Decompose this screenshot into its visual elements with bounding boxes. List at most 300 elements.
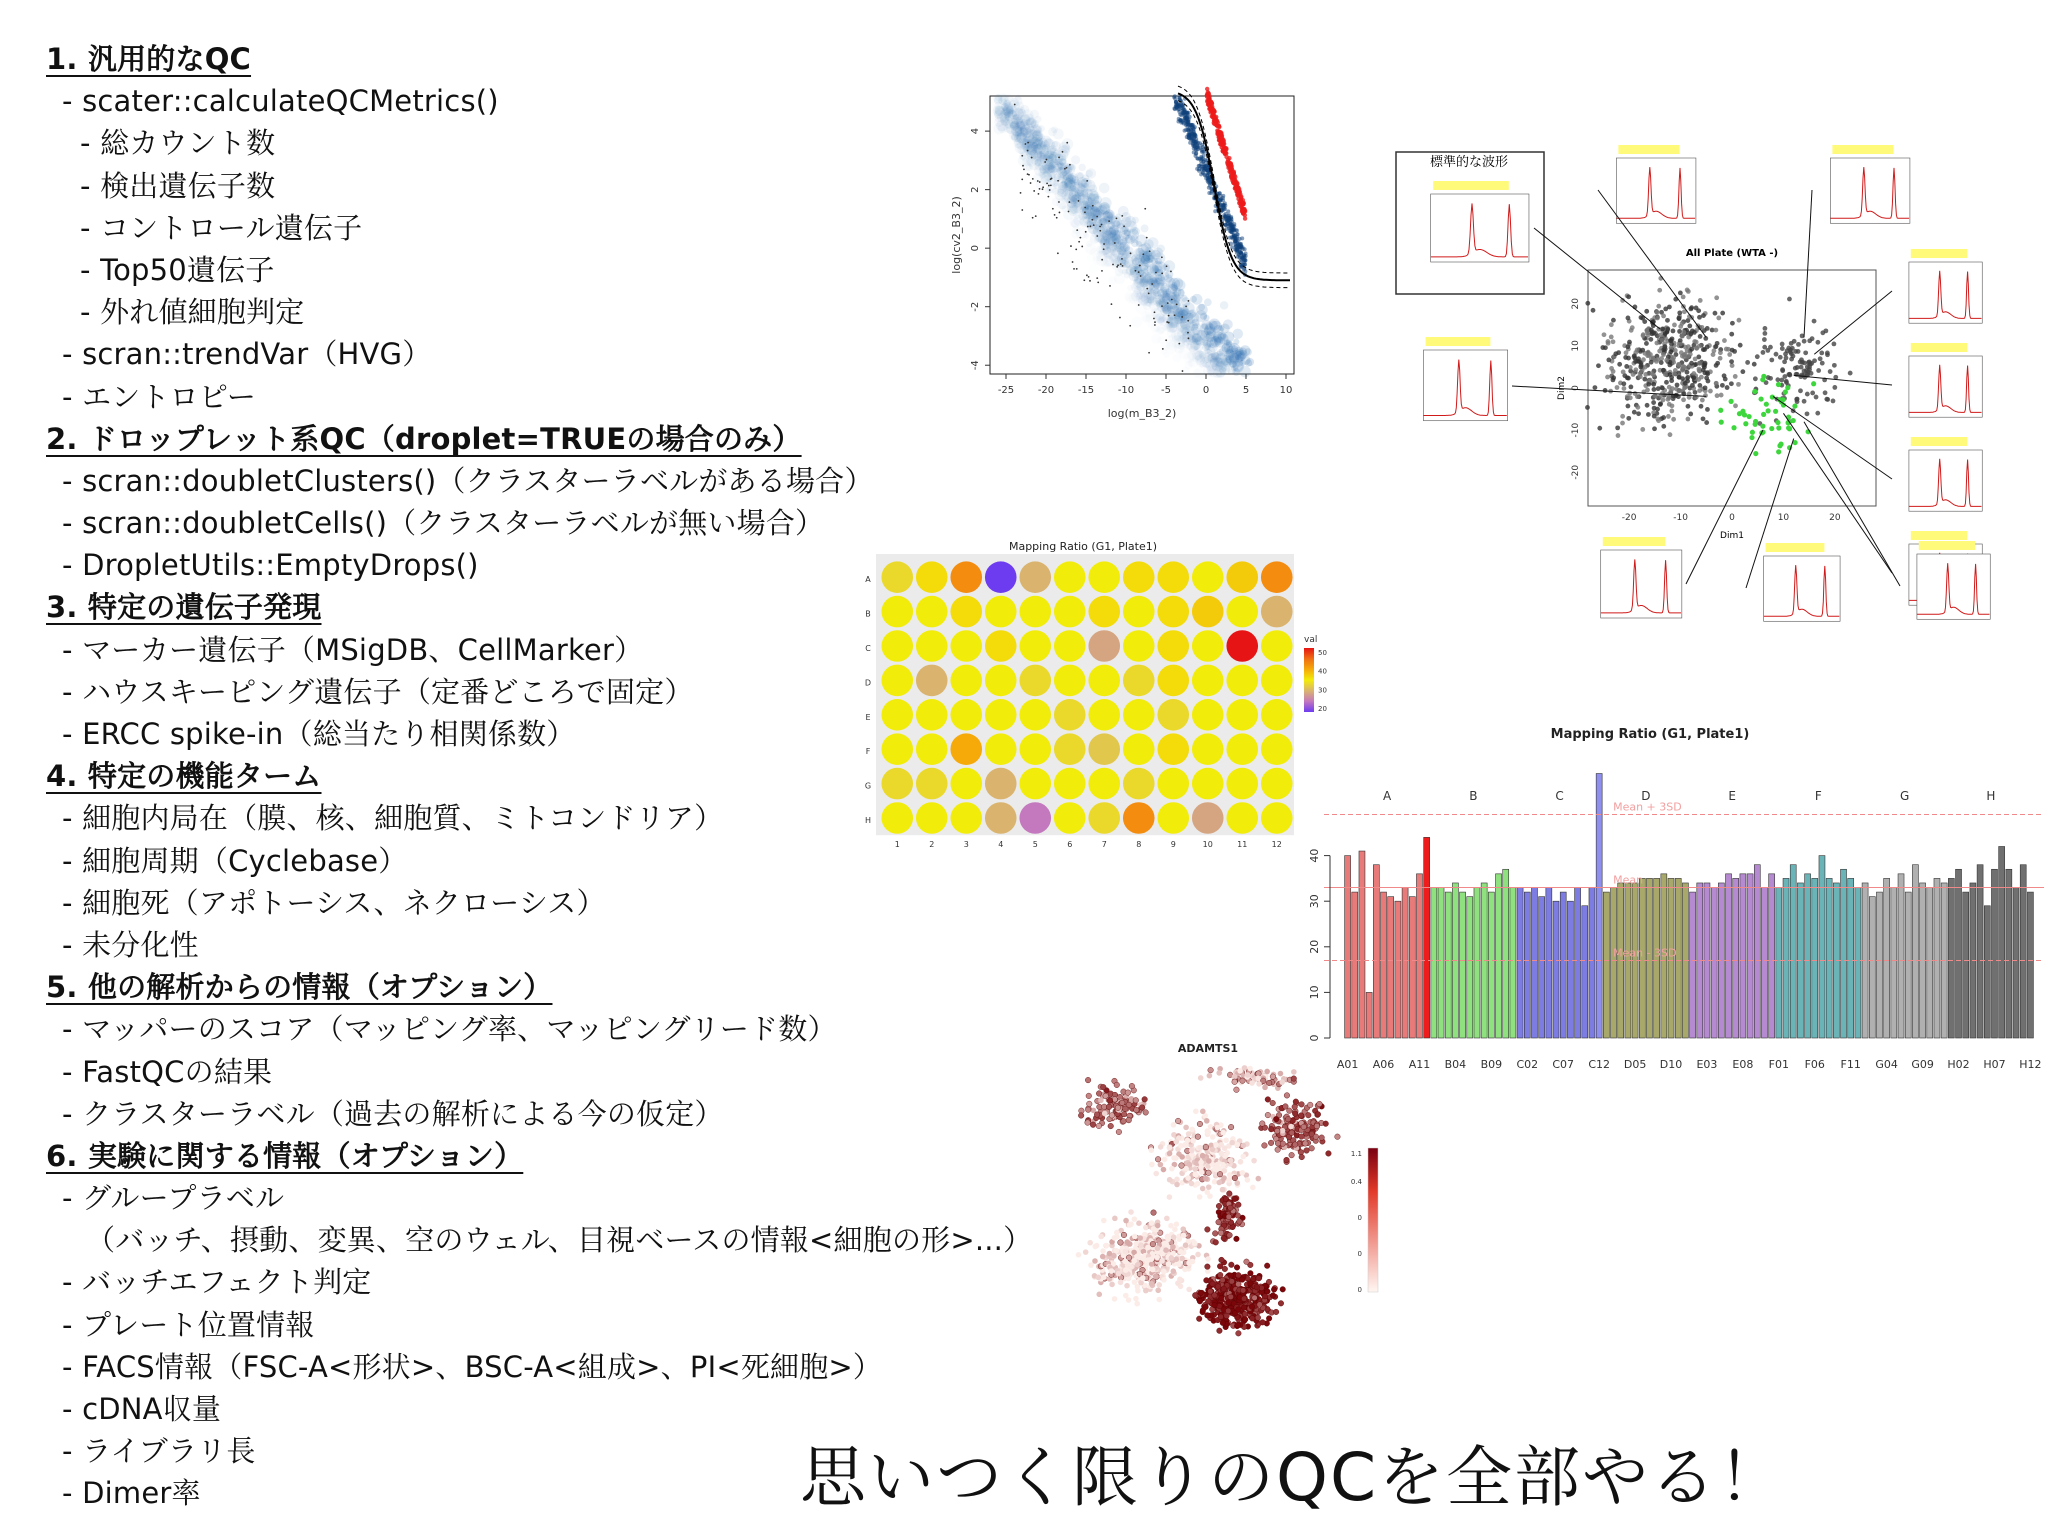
- sparse-point: [1155, 272, 1157, 274]
- sparse-point: [1181, 316, 1183, 318]
- cell-point: [1298, 1113, 1304, 1119]
- cell-point: [1195, 1134, 1201, 1140]
- plate-well: [950, 665, 982, 697]
- plate-col-label: 5: [1032, 840, 1038, 850]
- cell-point: [1198, 1075, 1204, 1081]
- cell-point: [1094, 1243, 1100, 1249]
- tsne-point: [1669, 349, 1674, 354]
- tsne-point: [1585, 301, 1590, 306]
- tsne-point: [1644, 309, 1649, 314]
- cell-point: [1158, 1144, 1164, 1150]
- cell-point: [1256, 1081, 1262, 1087]
- cell-point: [1193, 1172, 1199, 1178]
- tsne-point: [1798, 388, 1803, 393]
- plate-well: [1192, 665, 1224, 697]
- inset-title-bar: [1911, 343, 1967, 352]
- cell-point: [1228, 1158, 1234, 1164]
- cell-point: [1149, 1162, 1155, 1168]
- cell-point: [1161, 1269, 1167, 1275]
- cell-point: [1198, 1290, 1204, 1296]
- cell-point: [1222, 1266, 1228, 1272]
- well-bar: [1876, 892, 1882, 1038]
- tsne-point: [1679, 350, 1684, 355]
- sparse-point: [1047, 196, 1049, 198]
- sparse-point: [1093, 224, 1095, 226]
- y-tick-label: 20: [1308, 939, 1321, 954]
- tsne-point: [1615, 425, 1620, 430]
- band-point: [1193, 133, 1197, 137]
- density-point: [1144, 247, 1154, 257]
- cell-point: [1213, 1142, 1219, 1148]
- plate-col-label: 4: [998, 840, 1004, 850]
- tsne-point: [1652, 387, 1657, 392]
- footer-slogan: 思いつく限りのQCを全部やる！: [800, 1439, 1787, 1516]
- sparse-point: [1187, 320, 1189, 322]
- section-heading: 2. ドロップレット系QC（droplet=TRUEの場合のみ）: [46, 421, 802, 456]
- tsne-point: [1633, 367, 1638, 372]
- tsne-point: [1789, 341, 1794, 346]
- density-point: [1085, 243, 1096, 254]
- cell-point: [1085, 1077, 1091, 1083]
- sparse-point: [1068, 201, 1070, 203]
- plate-well: [1019, 802, 1051, 834]
- sparse-point: [1168, 322, 1170, 324]
- tsne-point: [1699, 404, 1704, 409]
- cell-point: [1226, 1300, 1232, 1306]
- tsne-point: [1722, 338, 1727, 343]
- cell-point: [1163, 1247, 1169, 1253]
- reference-line-label: Mean: [1613, 873, 1644, 887]
- density-point: [1071, 230, 1080, 239]
- cell-point: [1219, 1295, 1225, 1301]
- density-point: [1172, 305, 1179, 312]
- cell-point: [1125, 1090, 1131, 1096]
- tsne-point: [1697, 344, 1702, 349]
- tsne-point: [1832, 341, 1837, 346]
- plate-well: [1088, 561, 1120, 593]
- cell-point: [1245, 1072, 1251, 1078]
- cell-point: [1132, 1216, 1138, 1222]
- plate-well: [1157, 699, 1189, 731]
- cell-point: [1123, 1293, 1129, 1299]
- cell-point: [1197, 1194, 1203, 1200]
- well-bar: [1575, 888, 1581, 1038]
- tsne-x-tick-label: -20: [1621, 513, 1637, 523]
- cell-point: [1123, 1249, 1129, 1255]
- tsne-point: [1814, 395, 1819, 400]
- tsne-point: [1658, 401, 1663, 406]
- cell-point: [1256, 1176, 1262, 1182]
- cell-point: [1303, 1141, 1309, 1147]
- cell-point: [1183, 1242, 1189, 1248]
- cell-point: [1220, 1162, 1226, 1168]
- cell-point: [1197, 1121, 1203, 1127]
- x-axis-label: log(m_B3_2): [1107, 407, 1177, 420]
- sparse-point: [1165, 339, 1167, 341]
- well-bar: [1546, 888, 1552, 1038]
- tsne-point: [1617, 362, 1622, 367]
- tsne-point: [1753, 376, 1758, 381]
- tsne-point: [1632, 410, 1637, 415]
- cell-point: [1138, 1242, 1144, 1248]
- cell-point: [1220, 1130, 1226, 1136]
- tsne-point: [1655, 310, 1660, 315]
- density-point: [1158, 298, 1165, 305]
- cell-point: [1100, 1248, 1106, 1254]
- cell-point: [1151, 1226, 1157, 1232]
- sparse-point: [1037, 180, 1039, 182]
- cell-point: [1189, 1127, 1195, 1133]
- tsne-point-highlight: [1783, 389, 1788, 394]
- density-point: [1135, 302, 1146, 313]
- embedding-title: ADAMTS1: [1177, 1042, 1239, 1055]
- sparse-point: [1042, 186, 1044, 188]
- tsne-point-highlight: [1731, 425, 1736, 430]
- outline-item: - cDNA収量: [62, 1392, 222, 1426]
- group-label: D: [1641, 789, 1651, 803]
- plate-well: [881, 768, 913, 800]
- tsne-point: [1738, 343, 1743, 348]
- well-bar: [1510, 888, 1516, 1038]
- cell-point: [1285, 1116, 1291, 1122]
- outline-item: - scater::calculateQCMetrics(): [62, 84, 499, 119]
- sparse-point: [1068, 211, 1070, 213]
- density-point: [1208, 366, 1219, 377]
- plate-col-label: 1: [894, 840, 900, 850]
- tsne-point: [1701, 313, 1706, 318]
- waveform-inset: [1601, 537, 1682, 618]
- cell-point: [1121, 1111, 1127, 1117]
- cell-point: [1150, 1267, 1156, 1273]
- group-label: A: [1383, 789, 1392, 803]
- plate-well: [1123, 665, 1155, 697]
- waveform-inset: [1830, 145, 1910, 223]
- tsne-point: [1673, 348, 1678, 353]
- tsne-point: [1665, 318, 1670, 323]
- cell-point: [1153, 1171, 1159, 1177]
- plate-well: [1054, 596, 1086, 628]
- tsne-point: [1825, 351, 1830, 356]
- band-point: [1232, 222, 1236, 226]
- sparse-point: [1187, 332, 1189, 334]
- sparse-point: [1108, 220, 1110, 222]
- x-tick-label: B04: [1444, 1058, 1467, 1071]
- plate-well: [1088, 630, 1120, 662]
- sparse-point: [1149, 250, 1151, 252]
- density-point: [1078, 164, 1086, 172]
- band-point: [1230, 235, 1234, 239]
- cell-point: [1244, 1259, 1250, 1265]
- cell-point: [1208, 1067, 1214, 1073]
- tsne-point: [1828, 369, 1833, 374]
- cell-point: [1165, 1236, 1171, 1242]
- cell-point: [1116, 1129, 1122, 1135]
- cell-point: [1257, 1302, 1263, 1308]
- plate-row-label: D: [864, 678, 872, 688]
- well-bar: [1754, 865, 1760, 1038]
- tsne-point: [1788, 347, 1793, 352]
- section-heading: 3. 特定の遺伝子発現: [46, 590, 322, 625]
- tsne-point: [1668, 432, 1673, 437]
- inset-plot-frame: [1616, 158, 1696, 223]
- density-point: [1143, 315, 1152, 324]
- tsne-point: [1769, 358, 1774, 363]
- cell-point: [1200, 1186, 1206, 1192]
- cell-point: [1108, 1123, 1114, 1129]
- well-bar: [1603, 892, 1609, 1038]
- tsne-point: [1630, 325, 1635, 330]
- sparse-point: [1056, 217, 1058, 219]
- cell-point: [1173, 1256, 1179, 1262]
- tsne-point: [1626, 294, 1631, 299]
- plate-well: [1226, 561, 1258, 593]
- well-bar: [1560, 892, 1566, 1038]
- cell-point: [1205, 1256, 1211, 1262]
- cell-point: [1205, 1299, 1211, 1305]
- tsne-point: [1652, 426, 1657, 431]
- plate-well: [985, 596, 1017, 628]
- sparse-point: [1066, 167, 1068, 169]
- hvg-point: [1241, 211, 1245, 215]
- inset-label: 標準的な波形: [1429, 155, 1509, 170]
- x-tick-label: F06: [1804, 1058, 1825, 1071]
- cell-point: [1088, 1262, 1094, 1268]
- density-point: [1058, 175, 1067, 184]
- density-point: [1246, 358, 1254, 366]
- inset-title-bar: [1426, 337, 1491, 346]
- hvg-point: [1228, 167, 1232, 171]
- cell-point: [1247, 1066, 1253, 1072]
- sparse-point: [1088, 276, 1090, 278]
- tsne-point: [1680, 368, 1685, 373]
- sparse-point: [1038, 193, 1040, 195]
- tsne-x-tick-label: -10: [1673, 513, 1688, 523]
- cell-point: [1179, 1163, 1185, 1169]
- band-point: [1226, 216, 1230, 220]
- band-point: [1191, 125, 1195, 129]
- y-tick-label: 4: [970, 127, 981, 135]
- sparse-point: [1083, 279, 1085, 281]
- cell-point: [1226, 1177, 1232, 1183]
- tsne-point: [1664, 380, 1669, 385]
- cell-point: [1222, 1145, 1228, 1151]
- well-bar: [1690, 892, 1696, 1038]
- cell-point: [1293, 1099, 1299, 1105]
- cell-point: [1086, 1093, 1092, 1099]
- sparse-point: [1129, 325, 1131, 327]
- cell-point: [1205, 1264, 1211, 1270]
- sparse-point: [1050, 184, 1052, 186]
- x-tick-label: E03: [1696, 1058, 1718, 1071]
- cell-point: [1161, 1167, 1167, 1173]
- cell-point: [1127, 1222, 1133, 1228]
- group-label: C: [1555, 789, 1564, 803]
- density-point: [1162, 304, 1172, 314]
- cell-point: [1183, 1166, 1189, 1172]
- hvg-point: [1239, 199, 1243, 203]
- tsne-point: [1796, 342, 1801, 347]
- cell-point: [1192, 1166, 1198, 1172]
- tsne-point: [1650, 371, 1655, 376]
- tsne-point: [1616, 433, 1621, 438]
- x-tick-label: A01: [1336, 1058, 1359, 1071]
- sparse-point: [1148, 292, 1150, 294]
- tsne-point: [1681, 294, 1686, 299]
- tsne-point: [1820, 361, 1825, 366]
- plate-well: [985, 665, 1017, 697]
- tsne-point: [1729, 359, 1734, 364]
- cell-point: [1133, 1097, 1139, 1103]
- density-point: [1220, 301, 1229, 310]
- outline-item: - FastQCの結果: [62, 1054, 273, 1089]
- cell-point: [1264, 1263, 1270, 1269]
- band-point: [1182, 121, 1186, 125]
- tsne-point: [1597, 426, 1602, 431]
- sparse-point: [1121, 258, 1123, 260]
- well-bar: [1467, 897, 1473, 1038]
- cell-point: [1178, 1249, 1184, 1255]
- cell-point: [1132, 1234, 1138, 1240]
- well-bar: [1934, 878, 1940, 1038]
- density-point: [1018, 124, 1026, 132]
- tsne-point: [1682, 386, 1687, 391]
- tsne-point: [1780, 346, 1785, 351]
- x-tick-label: E08: [1732, 1058, 1754, 1071]
- tsne-point-highlight: [1758, 396, 1763, 401]
- sparse-point: [1020, 192, 1022, 194]
- cell-point: [1090, 1122, 1096, 1128]
- tsne-point: [1787, 297, 1792, 302]
- cell-point: [1270, 1074, 1276, 1080]
- sparse-point: [1021, 209, 1023, 211]
- tsne-point: [1719, 393, 1724, 398]
- cell-point: [1228, 1124, 1234, 1130]
- tsne-point: [1815, 411, 1820, 416]
- x-tick-label: F01: [1768, 1058, 1790, 1071]
- outline-item: - エントロピー: [62, 379, 257, 414]
- well-bar: [1783, 878, 1789, 1038]
- cell-point: [1148, 1147, 1154, 1153]
- cell-point: [1268, 1126, 1274, 1132]
- tsne-point-highlight: [1764, 402, 1769, 407]
- tsne-x-tick-label: 0: [1729, 513, 1735, 523]
- tsne-point: [1799, 365, 1804, 370]
- tsne-point-highlight: [1746, 414, 1751, 419]
- tsne-point-highlight: [1769, 426, 1774, 431]
- cell-point: [1161, 1277, 1167, 1283]
- tsne-point: [1641, 333, 1646, 338]
- density-point: [1048, 127, 1057, 136]
- tsne-point: [1672, 323, 1677, 328]
- density-point: [1200, 339, 1207, 346]
- density-point: [1217, 349, 1224, 356]
- tsne-point-highlight: [1761, 412, 1766, 417]
- cell-point: [1234, 1180, 1240, 1186]
- sparse-point: [1044, 161, 1046, 163]
- cell-point: [1162, 1157, 1168, 1163]
- tsne-point: [1606, 357, 1611, 362]
- plate-col-label: 6: [1067, 840, 1073, 850]
- sparse-point: [1099, 226, 1101, 228]
- cell-point: [1236, 1331, 1242, 1337]
- tsne-point: [1832, 363, 1837, 368]
- tsne-point: [1714, 381, 1719, 386]
- tsne-point: [1699, 375, 1704, 380]
- band-point: [1223, 203, 1227, 207]
- tsne-point: [1652, 406, 1657, 411]
- well-bar: [1381, 892, 1387, 1038]
- plate-well: [1088, 596, 1120, 628]
- x-tick-label: H02: [1947, 1058, 1970, 1071]
- tsne-point: [1718, 356, 1723, 361]
- tsne-point: [1661, 368, 1666, 373]
- tsne-point: [1722, 373, 1727, 378]
- plate-well: [1157, 561, 1189, 593]
- density-point: [1115, 268, 1123, 276]
- well-bar: [1948, 878, 1954, 1038]
- sparse-point: [1032, 178, 1034, 180]
- cell-point: [1265, 1112, 1271, 1118]
- density-point: [994, 102, 1002, 110]
- inset-title-bar: [1919, 541, 1975, 550]
- sparse-point: [1103, 248, 1105, 250]
- cell-point: [1323, 1121, 1329, 1127]
- plate-row-label: B: [865, 609, 871, 619]
- density-point: [1192, 333, 1201, 342]
- tsne-point: [1685, 379, 1690, 384]
- embedding-legend-tick: 1.1: [1350, 1150, 1362, 1158]
- sparse-point: [1033, 190, 1035, 192]
- bars-title: Mapping Ratio (G1, Plate1): [1550, 727, 1750, 742]
- hvg-point: [1234, 183, 1238, 187]
- plate-well: [1192, 561, 1224, 593]
- sparse-point: [1130, 252, 1132, 254]
- band-point: [1178, 105, 1182, 109]
- tsne-point: [1789, 357, 1794, 362]
- outline-item: - 細胞周期（Cyclebase）: [62, 843, 408, 878]
- density-point: [1157, 317, 1164, 324]
- sparse-point: [1166, 265, 1168, 267]
- density-point: [1071, 155, 1080, 164]
- band-point: [1183, 129, 1187, 133]
- tsne-point: [1688, 412, 1693, 417]
- x-tick-label: C02: [1516, 1058, 1539, 1071]
- tsne-point: [1705, 370, 1710, 375]
- band-point: [1221, 194, 1225, 198]
- inset-title-bar: [1911, 531, 1967, 540]
- sparse-point: [1052, 208, 1054, 210]
- sparse-point: [1072, 261, 1074, 263]
- cell-point: [1235, 1142, 1241, 1148]
- sparse-point: [1121, 215, 1123, 217]
- band-point: [1197, 167, 1201, 171]
- tsne-point: [1705, 345, 1710, 350]
- density-point: [1221, 365, 1227, 371]
- cell-point: [1204, 1128, 1210, 1134]
- tsne-point: [1631, 372, 1636, 377]
- cell-point: [1142, 1097, 1148, 1103]
- cell-point: [1273, 1309, 1279, 1315]
- density-point: [1127, 285, 1133, 291]
- cell-point: [1242, 1065, 1248, 1071]
- density-point: [1069, 197, 1078, 206]
- tsne-point: [1651, 331, 1656, 336]
- cell-point: [1237, 1219, 1243, 1225]
- density-point: [1239, 347, 1247, 355]
- outline-item: （バッチ、摂動、変異、空のウェル、目視ベースの情報<細胞の形>...）: [86, 1223, 1033, 1258]
- density-point: [1015, 94, 1022, 101]
- tsne-y-tick-label: 20: [1571, 297, 1581, 310]
